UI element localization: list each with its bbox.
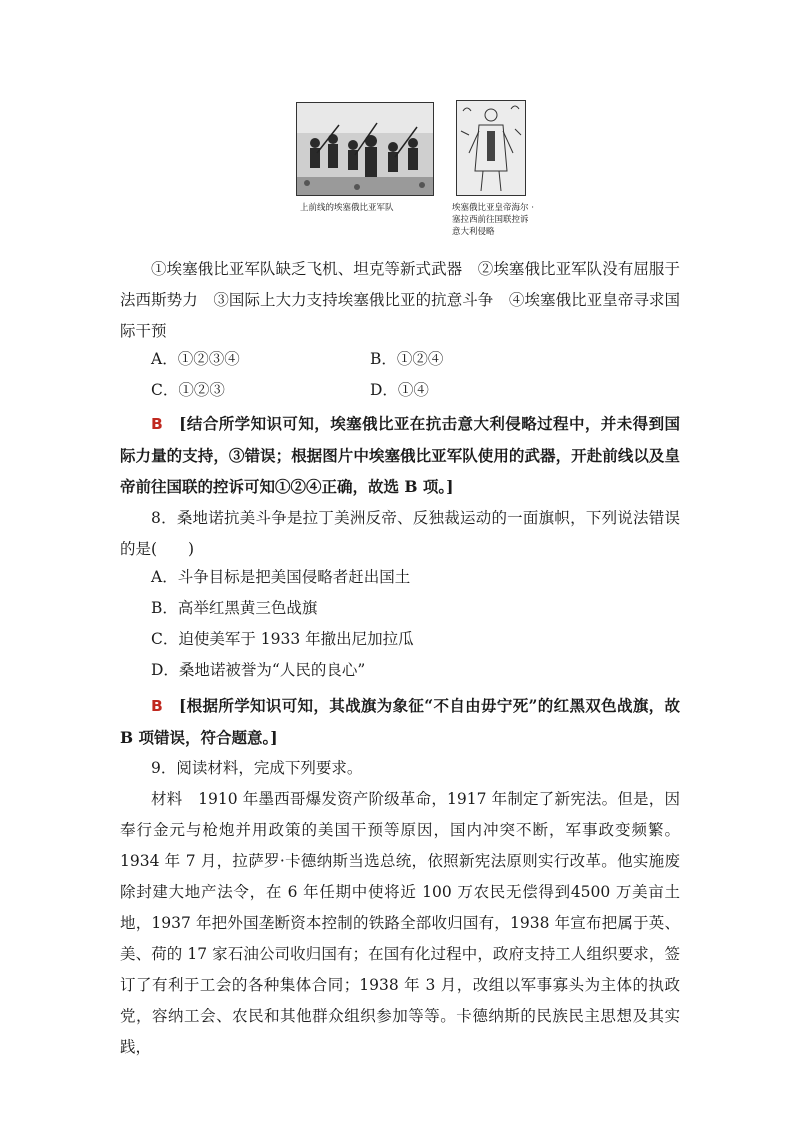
q8-stem: 8．桑地诺抗美斗争是拉丁美洲反帝、反独裁运动的一面旗帜，下列说法错误的是( ) xyxy=(120,509,680,558)
q7-option-a: A．①②③④ xyxy=(151,350,240,368)
q8-explanation: [根据所学知识可知，其战旗为象征“不自由毋宁死”的红黑双色战旗，故 B 项错误，符合题意。] xyxy=(120,696,680,747)
q9-material-block xyxy=(120,784,680,1063)
q8-option-d: D．桑地诺被誉为“人民的良心” xyxy=(151,661,366,679)
figure-group xyxy=(296,100,556,250)
q7-answer-letter: B xyxy=(151,415,163,433)
q9-material-text: 1910 年墨西哥爆发资产阶级革命，1917 年制定了新宪法。但是，因奉行金元与枪炮并用政策的美国干预等原因，国内冲突不断，军事政变频繁。1934 年 7 月，拉萨罗·卡德纳斯当选总统，依照新宪法原则实行改革。他实施废除封建大地产法令，在 6 年任期中使将近 100 万农民无偿得到4500 万美亩土地，1937 年把外国垄断资本控制的铁路全部收归国有，1938 年宣布把属于英、美、荷的 17 家石油公司收归国有；在国有化过程中，政府支持工人组织要求，签订了有利于工会的各种集体合同；1938 年 3 月，改组以军事寡头为主体的执政党，容纳工会、农民和其他群众组织参加等等。卡德纳斯的民族民主思想及其实践， xyxy=(120,790,680,1056)
q7-statements: ①埃塞俄比亚军队缺乏飞机、坦克等新式武器 ②埃塞俄比亚军队没有屈服于法西斯势力 ③国际上大力支持埃塞俄比亚的抗意斗争 ④埃塞俄比亚皇帝寻求国际干预 xyxy=(120,260,680,340)
q8-answer-letter: B xyxy=(151,697,163,715)
q9-stem: 9．阅读材料，完成下列要求。 xyxy=(151,759,363,777)
caption-ethiopian-army: 上前线的埃塞俄比亚军队 xyxy=(300,203,394,213)
q7-explanation: [结合所学知识可知，埃塞俄比亚在抗击意大利侵略过程中，并未得到国际力量的支持，③错误；根据图片中埃塞俄比亚军队使用的武器，开赴前线以及皇帝前往国联的控诉可知①②④正确，故选 B 项。] xyxy=(120,414,680,496)
q8-answer-block xyxy=(120,690,680,753)
emperor-portrait xyxy=(456,100,526,196)
q8-option-c: C．迫使美军于 1933 年撤出尼加拉瓜 xyxy=(151,630,414,648)
q7-option-c: C．①②③ xyxy=(151,381,225,399)
q7-option-d: D．①④ xyxy=(370,381,429,399)
caption-emperor: 埃塞俄比亚皇帝海尔 · 塞拉西前往国联控诉意大利侵略 xyxy=(452,203,534,237)
q8-option-b: B．高举红黑黄三色战旗 xyxy=(151,599,318,617)
q9-material-label: 材料 xyxy=(151,790,183,808)
q7-answer-block xyxy=(120,408,680,502)
ethiopian-army-photo xyxy=(296,102,434,196)
q8-option-a: A．斗争目标是把美国侵略者赶出国土 xyxy=(151,568,411,586)
q7-option-b: B．①②④ xyxy=(370,350,444,368)
